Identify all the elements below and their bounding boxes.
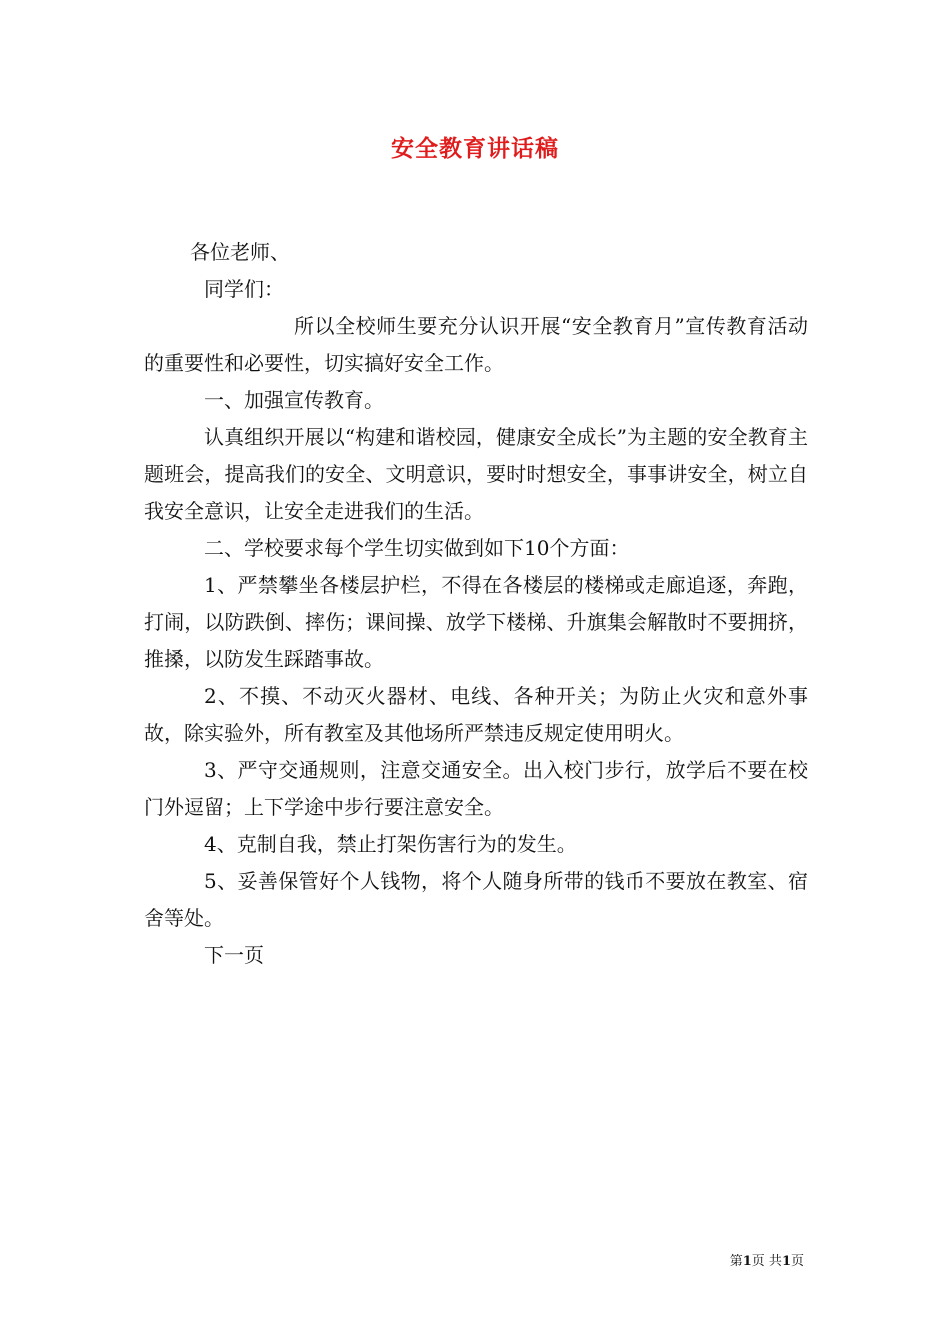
paragraph-section-1: 认真组织开展以“构建和谐校园，健康安全成长”为主题的安全教育主题班会，提高我们的安全、文明意识，要时时想安全，事事讲安全，树立自我安全意识，让安全走进我们的生活。 — [144, 425, 808, 523]
page-middle: 页 共 — [751, 1254, 782, 1269]
rule-item-3: 3、严守交通规则，注意交通安全。出入校门步行，放学后不要在校门外逗留；上下学途中步行要注意安全。 — [144, 758, 808, 819]
paragraph-intro: 所以全校师生要充分认识开展“安全教育月”宣传教育活动的重要性和必要性，切实搞好安全工作。 — [144, 314, 808, 375]
rule-item-2: 2、不摸、不动灭火器材、电线、各种开关；为防止火灾和意外事故，除实验外，所有教室及其他场所严禁违反规定使用明火。 — [144, 684, 808, 745]
current-page: 1 — [742, 1254, 752, 1269]
section-heading-1: 一、加强宣传教育。 — [204, 388, 384, 412]
rule-item-1: 1、严禁攀坐各楼层护栏，不得在各楼层的楼梯或走廊追逐，奔跑，打闹，以防跌倒、摔伤；课间操、放学下楼梯、升旗集会解散时不要拥挤，推搡，以防发生踩踏事故。 — [144, 573, 808, 671]
page-number — [730, 1250, 804, 1269]
page-suffix: 页 — [790, 1254, 804, 1269]
greeting-line-2: 同学们： — [204, 277, 284, 301]
rule-item-4: 4、克制自我，禁止打架伤害行为的发生。 — [204, 832, 577, 856]
document-body — [144, 234, 808, 974]
greeting-line-1: 各位老师、 — [190, 240, 290, 264]
page-prefix: 第 — [729, 1254, 743, 1269]
next-page-link[interactable]: 下一页 — [204, 943, 264, 967]
total-pages: 1 — [781, 1254, 791, 1269]
section-heading-2: 二、学校要求每个学生切实做到如下10个方面： — [204, 536, 630, 560]
document-title: 安全教育讲话稿 — [391, 135, 559, 162]
rule-item-5: 5、妥善保管好个人钱物，将个人随身所带的钱币不要放在教室、宿舍等处。 — [144, 869, 808, 930]
